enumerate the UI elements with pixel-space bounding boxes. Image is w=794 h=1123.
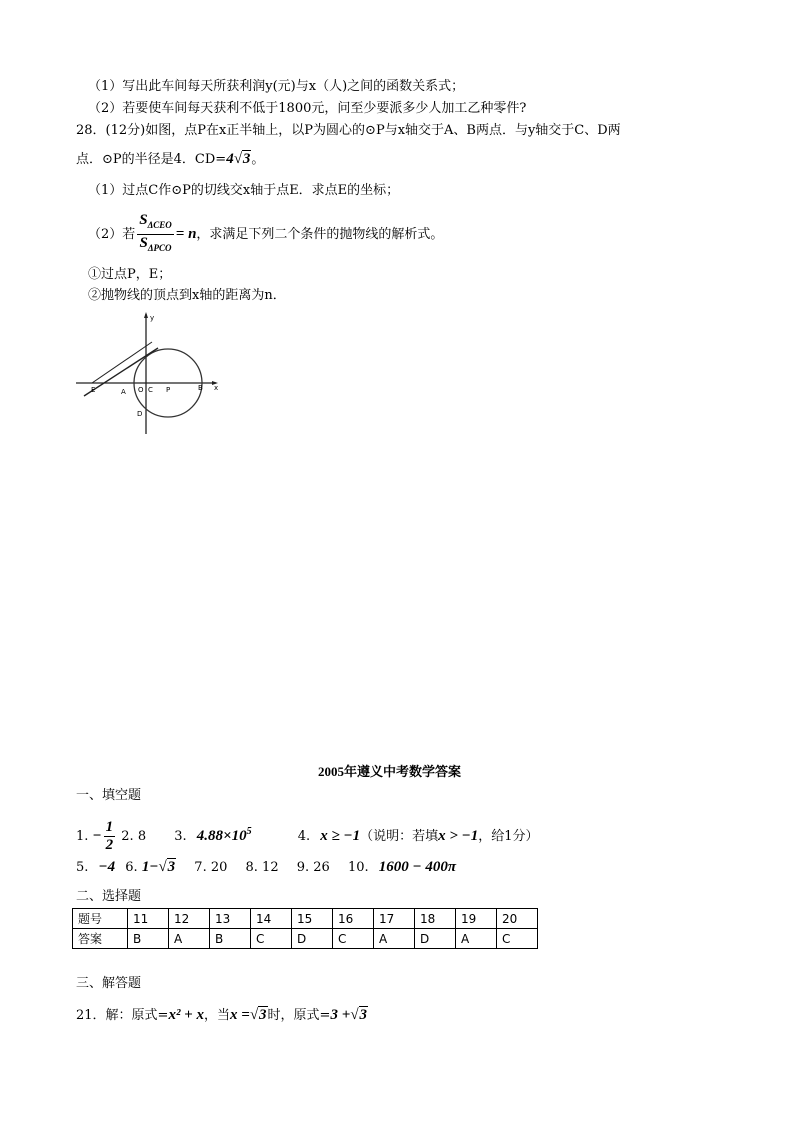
table-row-numbers [73,909,538,929]
table-header-number: 题号 [73,909,128,929]
table-cell: 15 [292,909,333,929]
q28-line1: 28．(12分)如图，点P在x正半轴上，以P为圆心的⊙P与x轴交于A、B两点．与y轴交于C、D两 [76,123,621,138]
answer-4-note-suffix: ，给1分） [478,829,539,844]
answer-2: 2. 8 [121,829,147,844]
label-b: B [198,384,203,392]
q27-part2: （2）若要使车间每天获利不低于1800元，问至少要派多少人加工乙种零件? [88,101,527,116]
label-e: E [91,386,96,394]
geometry-figure [74,312,224,437]
table-header-answer: 答案 [73,929,128,949]
answer-21 [76,1006,368,1025]
table-cell: 20 [497,909,538,929]
answer-4-note-value: x > −1 [438,828,479,844]
cd-sqrt: √3 [233,151,251,167]
answer-6-number: 6. [125,860,138,875]
q21-prefix: 21．解：原式= [76,1008,169,1023]
answer-3-value: $4.88\times 10^5$ [196,826,252,844]
answer-7: 7. 20 [194,860,228,875]
answer-4-value: x ≥ −1 [320,828,361,844]
q28-condition1: ①过点P，E； [88,267,172,282]
q28-part2-prefix: （2）若 [88,227,136,242]
table-cell: 18 [415,909,456,929]
table-cell: A [456,929,497,949]
q28-condition2: ②抛物线的顶点到x轴的距离为n． [88,288,286,303]
label-a: A [121,388,126,396]
choice-answer-table [72,908,538,949]
table-cell: 17 [374,909,415,929]
q28-part1: （1）过点C作⊙P的切线交x轴于点E．求点E的坐标； [88,183,400,198]
table-cell: A [374,929,415,949]
table-cell: 19 [456,909,497,929]
area-ratio-fraction [137,212,174,257]
section-fill-blank: 一、填空题 [76,788,142,803]
table-cell: B [128,929,169,949]
table-cell: 16 [333,909,374,929]
answer-10-value: 1600 − 400π [378,859,457,875]
table-cell: D [292,929,333,949]
q21-mid: ，当 [203,1008,230,1023]
table-cell: D [415,929,456,949]
table-cell: B [210,929,251,949]
label-d: D [137,410,143,418]
table-cell: 13 [210,909,251,929]
answer-3-number: 3. [174,829,187,844]
q21-expression: x² + x [168,1007,204,1023]
table-cell: A [169,929,210,949]
fill-row-1 [76,812,539,857]
answer-4-number: 4. [297,829,311,844]
table-cell: C [333,929,374,949]
answer-4-note-prefix: （说明：若填 [360,829,439,844]
fraction-numerator: $S_{\Delta CEO}$ [137,212,174,235]
label-o: O [138,386,144,394]
answer-1-sign: − [92,828,102,844]
q28-part2-suffix: ，求满足下列二个条件的抛物线的解析式。 [196,227,444,242]
table-row-answers [73,929,538,949]
table-cell: 14 [251,909,292,929]
label-c: C [148,386,153,394]
answer-5-value: −4 [98,859,116,875]
table-cell: 12 [169,909,210,929]
label-p: P [166,386,171,394]
answer-8: 8. 12 [245,860,279,875]
answer-1-fraction: $\frac{1}{2}$ [105,819,114,853]
q28-line2 [76,150,264,169]
fraction-equals-n: = n [175,226,197,242]
section-multiple-choice: 二、选择题 [76,889,142,904]
q28-line2-prefix: 点．⊙P的半径是4．CD= [76,152,227,167]
answer-1-number: 1. [76,829,89,844]
answer-6-value: 1−√3 [141,859,176,875]
q21-mid2: 时，原式= [267,1008,331,1023]
answers-title: 2005年遵义中考数学答案 [318,764,462,779]
label-y: y [150,314,155,322]
tangent-line-extension [92,342,152,383]
table-cell: C [251,929,292,949]
cd-radicand: 3 [242,151,251,167]
label-x: x [214,384,219,392]
q21-result: 3 +√3 [330,1007,367,1023]
answer-5-number: 5. [76,860,89,875]
cd-coefficient: 4 [226,151,234,167]
answer-10-number: 10. [347,860,369,875]
answer-9: 9. 26 [296,860,330,875]
q27-part1: （1）写出此车间每天所获利润y(元)与x（人)之间的函数关系式； [88,79,465,94]
q21-condition: x =√3 [230,1007,267,1023]
q28-line2-suffix: 。 [251,152,265,167]
fraction-denominator: $S_{\Delta PCO}$ [139,235,172,253]
table-cell: 11 [128,909,169,929]
section-solutions: 三、解答题 [76,976,142,991]
y-axis-arrow [144,312,148,318]
table-cell: C [497,929,538,949]
q28-part2 [88,212,443,257]
fill-row-2 [76,858,456,877]
